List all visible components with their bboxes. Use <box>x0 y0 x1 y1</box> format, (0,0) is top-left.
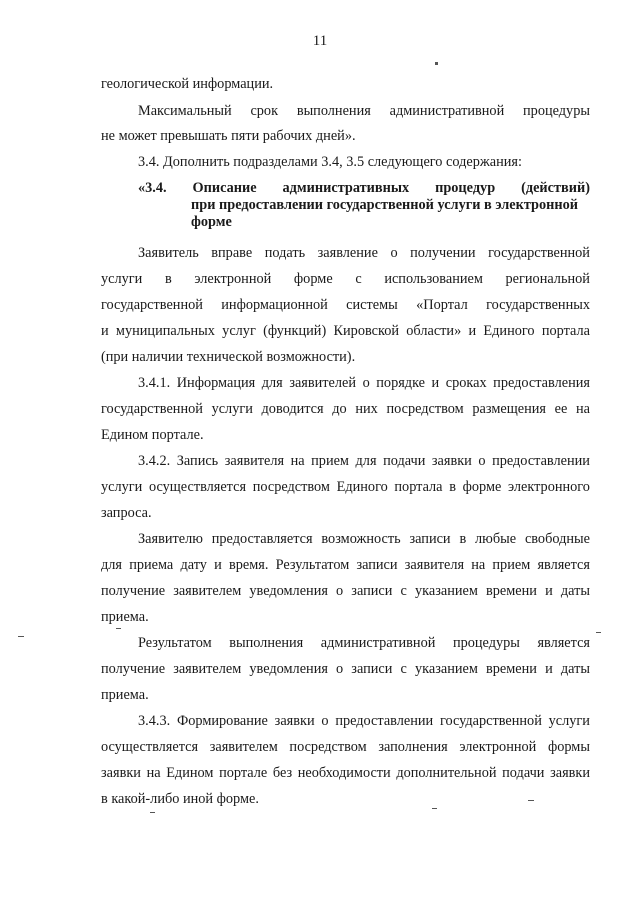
word: уведомления <box>249 661 328 677</box>
word: подать <box>264 245 306 261</box>
text-line: приема. <box>101 609 149 625</box>
word: посредством <box>289 739 367 755</box>
word: свободные <box>524 531 590 547</box>
word: для <box>261 375 283 391</box>
word: процедур <box>435 180 496 196</box>
word: государственной <box>101 401 203 417</box>
word: формы <box>547 739 590 755</box>
word: предоставляется <box>211 531 313 547</box>
word: в <box>449 479 456 495</box>
word: доводится <box>261 401 324 417</box>
word: муниципальных <box>115 323 215 339</box>
word: портала <box>541 323 590 339</box>
word: на <box>290 453 305 469</box>
word: заявки <box>101 765 141 781</box>
text-line <box>138 374 590 392</box>
word: предоставления <box>493 375 590 391</box>
word: прием <box>311 453 349 469</box>
scan-speck <box>150 812 155 813</box>
text-line: Едином портале. <box>101 427 204 443</box>
word: заявителей <box>289 375 357 391</box>
word: области» <box>406 323 462 339</box>
text-line: приема. <box>101 687 149 703</box>
section-heading: при предоставлении государственной услуги в электронной <box>191 197 578 213</box>
word: о <box>390 245 398 261</box>
word: о <box>478 453 486 469</box>
word: электронной <box>459 739 537 755</box>
word: государственной <box>439 713 542 729</box>
text-line <box>138 102 590 120</box>
word: получении <box>410 245 476 261</box>
word: для <box>355 453 377 469</box>
word: услуги <box>211 401 253 417</box>
word: электронного <box>508 479 590 495</box>
word: заявки <box>550 765 590 781</box>
word: и <box>214 557 222 573</box>
word: Описание <box>192 180 257 196</box>
word: Информация <box>176 375 256 391</box>
word: заявки <box>431 453 472 469</box>
word: возможность <box>321 531 401 547</box>
text-line <box>101 478 590 496</box>
word: записи <box>409 531 451 547</box>
word: предоставлении <box>335 713 434 729</box>
word: (действий) <box>521 180 590 196</box>
word: получение <box>101 583 166 599</box>
word: без <box>272 765 293 781</box>
scan-speck <box>528 800 534 801</box>
word: и <box>431 375 440 391</box>
word: государственной <box>101 297 203 313</box>
word: выполнения <box>229 635 304 651</box>
word: с <box>400 661 407 677</box>
word: административной <box>389 103 505 119</box>
scan-speck <box>116 628 121 629</box>
word: осуществляется <box>148 479 247 495</box>
word: Заявитель <box>138 245 199 261</box>
text-line <box>101 270 590 288</box>
word: дату <box>180 557 207 573</box>
word: о <box>336 661 344 677</box>
word: процедуры <box>523 103 590 119</box>
word: портала <box>394 479 443 495</box>
word: электронной <box>194 271 272 287</box>
word: время. <box>228 557 269 573</box>
word: на <box>575 401 590 417</box>
word: Кировской <box>333 323 400 339</box>
word: на <box>146 765 161 781</box>
word: указанием <box>414 583 478 599</box>
word: портале <box>219 765 268 781</box>
word: о <box>321 713 329 729</box>
text-line <box>138 634 590 652</box>
text-line: (при наличии технической возможности). <box>101 349 356 365</box>
word: региональной <box>505 271 590 287</box>
word: осуществляется <box>101 739 199 755</box>
word: процедуры <box>452 635 520 651</box>
section-intro: 3.4. Дополнить подразделами 3.4, 3.5 следующего содержания: <box>138 154 522 170</box>
word: услуги <box>548 713 590 729</box>
word: сроках <box>445 375 487 391</box>
word: подачи <box>502 765 545 781</box>
word: даты <box>560 661 590 677</box>
word: Заявителю <box>138 531 203 547</box>
word: услуги <box>101 271 143 287</box>
section-heading <box>138 179 590 197</box>
word: получение <box>101 661 166 677</box>
word: (функций) <box>263 323 327 339</box>
word: «Портал <box>416 297 468 313</box>
word: является <box>537 635 590 651</box>
scan-speck <box>596 632 601 633</box>
text-line <box>138 244 590 262</box>
text-line <box>138 452 590 470</box>
word: административных <box>282 180 410 196</box>
word: с <box>400 583 407 599</box>
word: вправе <box>211 245 253 261</box>
word: заполнения <box>378 739 448 755</box>
text-line <box>101 556 590 574</box>
word: посредством <box>252 479 330 495</box>
word: заявление <box>317 245 378 261</box>
word: является <box>537 557 590 573</box>
word: в <box>164 271 172 287</box>
word: Результатом <box>275 557 350 573</box>
word: времени <box>486 661 537 677</box>
word: заявителем <box>173 661 242 677</box>
text-line <box>101 400 590 418</box>
word: «3.4. <box>138 180 167 196</box>
word: Едином <box>166 765 214 781</box>
word: Результатом <box>138 635 212 651</box>
text-line <box>101 764 590 782</box>
word: ее <box>554 401 568 417</box>
word: заявителем <box>173 583 242 599</box>
word: услуги <box>101 479 143 495</box>
word: уведомления <box>249 583 328 599</box>
word: записи <box>356 557 398 573</box>
word: них <box>355 401 378 417</box>
word: Формирование <box>176 713 268 729</box>
scan-speck <box>435 62 438 65</box>
word: о <box>362 375 370 391</box>
text-line: не может превышать пяти рабочих дней». <box>101 128 356 144</box>
section-heading: форме <box>191 214 232 230</box>
word: услуг <box>222 323 256 339</box>
word: указанием <box>414 661 478 677</box>
word: о <box>336 583 344 599</box>
word: информационной <box>221 297 328 313</box>
word: записи <box>351 583 393 599</box>
word: государственных <box>486 297 590 313</box>
text-line <box>101 582 590 600</box>
text-line: запроса. <box>101 505 152 521</box>
word: на <box>471 557 486 573</box>
page-number: 11 <box>312 33 328 49</box>
text-line <box>101 322 590 340</box>
word: посредством <box>386 401 464 417</box>
text-line <box>138 712 590 730</box>
word: Максимальный <box>138 103 232 119</box>
word: заявителя <box>224 453 285 469</box>
word: порядке <box>376 375 425 391</box>
word: с <box>355 271 362 287</box>
word: времени <box>486 583 537 599</box>
word: Единого <box>483 323 535 339</box>
word: подачи <box>383 453 426 469</box>
word: административной <box>320 635 436 651</box>
text-line <box>138 530 590 548</box>
scan-speck <box>18 636 24 637</box>
word: заявителя <box>404 557 465 573</box>
word: выполнения <box>296 103 371 119</box>
word: в <box>459 531 467 547</box>
text-line: в какой-либо иной форме. <box>101 791 259 807</box>
word: для <box>101 557 122 573</box>
word: и <box>468 323 477 339</box>
word: использованием <box>384 271 483 287</box>
word: даты <box>560 583 590 599</box>
word: до <box>332 401 347 417</box>
word: 3.4.3. <box>138 713 171 729</box>
word: и <box>545 583 553 599</box>
text-line <box>101 738 590 756</box>
word: дополнительной <box>396 765 497 781</box>
scan-speck <box>432 808 437 809</box>
word: форме <box>462 479 502 495</box>
word: размещения <box>472 401 546 417</box>
word: любые <box>475 531 517 547</box>
word: заявки <box>274 713 315 729</box>
word: предоставлении <box>492 453 590 469</box>
text-line <box>101 660 590 678</box>
word: приема <box>129 557 174 573</box>
word: Запись <box>176 453 219 469</box>
word: и <box>545 661 553 677</box>
word: заявителем <box>209 739 278 755</box>
word: Единого <box>336 479 388 495</box>
word: государственной <box>488 245 590 261</box>
word: и <box>101 323 109 339</box>
word: 3.4.2. <box>138 453 171 469</box>
word: форме <box>293 271 333 287</box>
text-line: геологической информации. <box>101 76 274 92</box>
word: записи <box>351 661 393 677</box>
word: системы <box>346 297 398 313</box>
word: 3.4.1. <box>138 375 171 391</box>
word: необходимости <box>297 765 391 781</box>
word: прием <box>492 557 531 573</box>
text-line <box>101 296 590 314</box>
word: срок <box>250 103 279 119</box>
